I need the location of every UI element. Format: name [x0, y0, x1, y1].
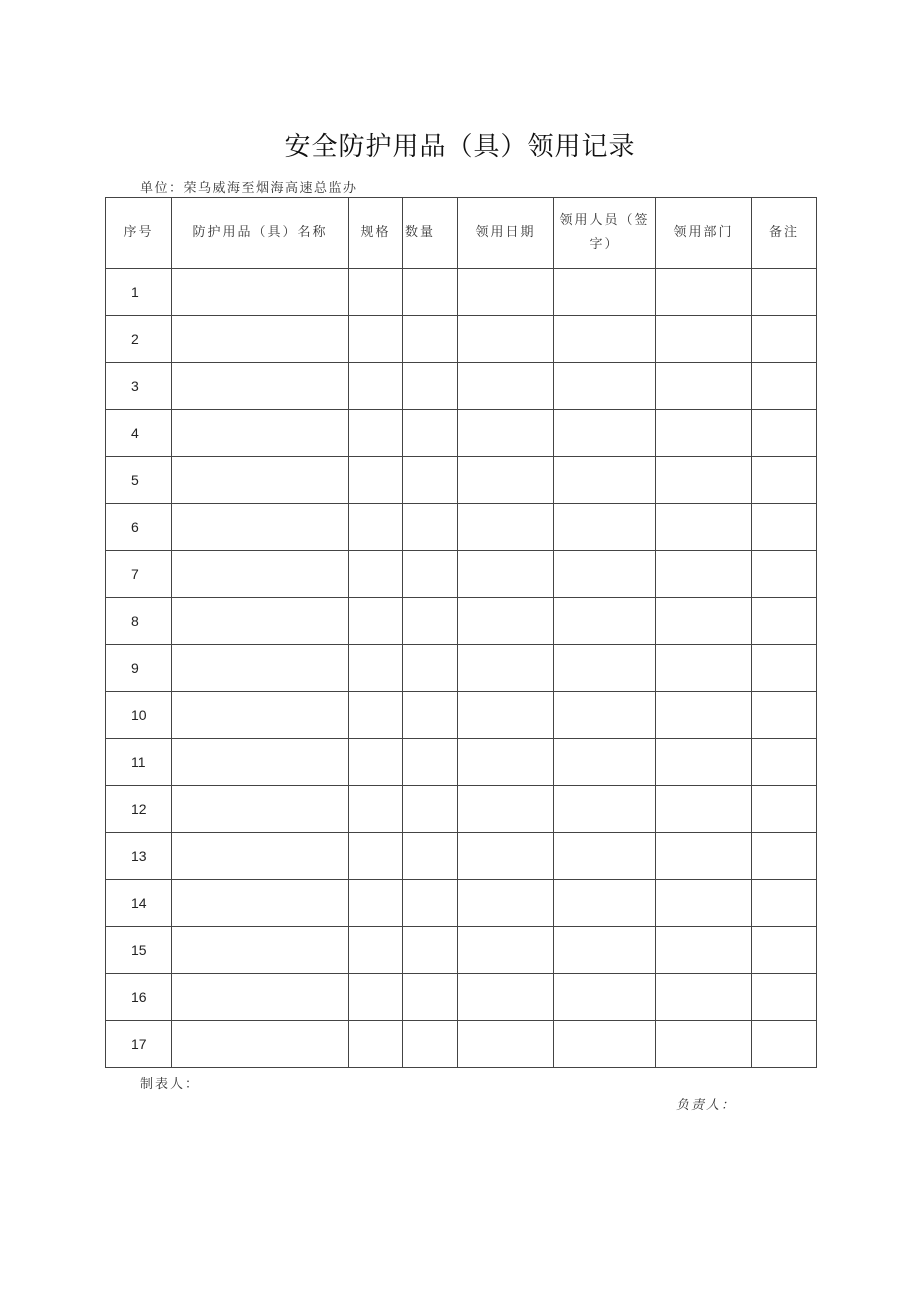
date-cell[interactable] [458, 927, 554, 974]
seq-cell: 6 [106, 504, 172, 551]
dept-cell[interactable] [656, 269, 752, 316]
remark-cell[interactable] [752, 692, 817, 739]
header-spec: 规格 [349, 198, 403, 269]
remark-cell[interactable] [752, 786, 817, 833]
name-cell[interactable] [172, 457, 349, 504]
name-cell[interactable] [172, 833, 349, 880]
seq-cell: 5 [106, 457, 172, 504]
remark-cell[interactable] [752, 1021, 817, 1068]
person-cell[interactable] [554, 739, 656, 786]
table-row [106, 363, 817, 410]
dept-cell[interactable] [656, 974, 752, 1021]
seq-cell: 7 [106, 551, 172, 598]
name-cell[interactable] [172, 1021, 349, 1068]
table-row [106, 974, 817, 1021]
table-row [106, 645, 817, 692]
qty-cell[interactable] [403, 880, 458, 927]
seq-cell: 12 [106, 786, 172, 833]
dept-cell[interactable] [656, 457, 752, 504]
record-table [105, 197, 817, 1068]
person-cell[interactable] [554, 927, 656, 974]
spec-cell[interactable] [349, 786, 403, 833]
spec-cell[interactable] [349, 833, 403, 880]
table-row [106, 833, 817, 880]
header-dept: 领用部门 [656, 198, 752, 269]
date-cell[interactable] [458, 363, 554, 410]
person-cell[interactable] [554, 269, 656, 316]
qty-cell[interactable] [403, 316, 458, 363]
table-row [106, 410, 817, 457]
remark-cell[interactable] [752, 410, 817, 457]
person-cell[interactable] [554, 457, 656, 504]
date-cell[interactable] [458, 833, 554, 880]
qty-cell[interactable] [403, 927, 458, 974]
spec-cell[interactable] [349, 551, 403, 598]
name-cell[interactable] [172, 692, 349, 739]
date-cell[interactable] [458, 974, 554, 1021]
remark-cell[interactable] [752, 927, 817, 974]
spec-cell[interactable] [349, 1021, 403, 1068]
spec-cell[interactable] [349, 410, 403, 457]
table-row [106, 786, 817, 833]
name-cell[interactable] [172, 269, 349, 316]
spec-cell[interactable] [349, 692, 403, 739]
dept-cell[interactable] [656, 880, 752, 927]
qty-cell[interactable] [403, 363, 458, 410]
name-cell[interactable] [172, 410, 349, 457]
seq-cell: 10 [106, 692, 172, 739]
seq-cell: 16 [106, 974, 172, 1021]
name-cell[interactable] [172, 880, 349, 927]
spec-cell[interactable] [349, 974, 403, 1021]
qty-cell[interactable] [403, 786, 458, 833]
remark-cell[interactable] [752, 269, 817, 316]
qty-cell[interactable] [403, 1021, 458, 1068]
name-cell[interactable] [172, 598, 349, 645]
qty-cell[interactable] [403, 692, 458, 739]
seq-cell: 4 [106, 410, 172, 457]
spec-cell[interactable] [349, 645, 403, 692]
dept-cell[interactable] [656, 927, 752, 974]
person-cell[interactable] [554, 786, 656, 833]
dept-cell[interactable] [656, 504, 752, 551]
remark-cell[interactable] [752, 363, 817, 410]
date-cell[interactable] [458, 316, 554, 363]
dept-cell[interactable] [656, 598, 752, 645]
qty-cell[interactable] [403, 598, 458, 645]
seq-cell: 9 [106, 645, 172, 692]
header-date: 领用日期 [458, 198, 554, 269]
name-cell[interactable] [172, 786, 349, 833]
remark-cell[interactable] [752, 316, 817, 363]
qty-cell[interactable] [403, 551, 458, 598]
remark-cell[interactable] [752, 504, 817, 551]
dept-cell[interactable] [656, 551, 752, 598]
person-cell[interactable] [554, 974, 656, 1021]
table-row [106, 927, 817, 974]
table-row [106, 880, 817, 927]
person-cell[interactable] [554, 598, 656, 645]
table-row [106, 1021, 817, 1068]
seq-cell: 13 [106, 833, 172, 880]
dept-cell[interactable] [656, 739, 752, 786]
table-row [106, 269, 817, 316]
header-qty: 数量 [403, 198, 458, 269]
remark-cell[interactable] [752, 645, 817, 692]
person-cell[interactable] [554, 316, 656, 363]
date-cell[interactable] [458, 504, 554, 551]
seq-cell: 1 [106, 269, 172, 316]
person-cell[interactable] [554, 692, 656, 739]
remark-cell[interactable] [752, 739, 817, 786]
spec-cell[interactable] [349, 316, 403, 363]
qty-cell[interactable] [403, 457, 458, 504]
dept-cell[interactable] [656, 363, 752, 410]
spec-cell[interactable] [349, 457, 403, 504]
table-body [106, 269, 817, 1068]
table-row [106, 598, 817, 645]
date-cell[interactable] [458, 551, 554, 598]
name-cell[interactable] [172, 316, 349, 363]
responsible-label: 负责人： [676, 1098, 737, 1113]
remark-cell[interactable] [752, 598, 817, 645]
date-cell[interactable] [458, 645, 554, 692]
person-cell[interactable] [554, 880, 656, 927]
name-cell[interactable] [172, 927, 349, 974]
remark-cell[interactable] [752, 974, 817, 1021]
header-person: 领用人员（签字） [554, 198, 656, 269]
qty-cell[interactable] [403, 504, 458, 551]
remark-cell[interactable] [752, 880, 817, 927]
date-cell[interactable] [458, 457, 554, 504]
spec-cell[interactable] [349, 927, 403, 974]
header-remark: 备注 [752, 198, 817, 269]
person-cell[interactable] [554, 645, 656, 692]
person-cell[interactable] [554, 363, 656, 410]
date-cell[interactable] [458, 692, 554, 739]
table-row [106, 739, 817, 786]
date-cell[interactable] [458, 739, 554, 786]
dept-cell[interactable] [656, 410, 752, 457]
qty-cell[interactable] [403, 410, 458, 457]
seq-cell: 17 [106, 1021, 172, 1068]
person-cell[interactable] [554, 551, 656, 598]
header-seq: 序号 [106, 198, 172, 269]
remark-cell[interactable] [752, 833, 817, 880]
remark-cell[interactable] [752, 457, 817, 504]
date-cell[interactable] [458, 410, 554, 457]
date-cell[interactable] [458, 1021, 554, 1068]
name-cell[interactable] [172, 551, 349, 598]
person-cell[interactable] [554, 410, 656, 457]
spec-cell[interactable] [349, 739, 403, 786]
name-cell[interactable] [172, 504, 349, 551]
table-row [106, 504, 817, 551]
qty-cell[interactable] [403, 974, 458, 1021]
remark-cell[interactable] [752, 551, 817, 598]
name-cell[interactable] [172, 739, 349, 786]
table-row [106, 551, 817, 598]
header-name: 防护用品（具）名称 [172, 198, 349, 269]
dept-cell[interactable] [656, 316, 752, 363]
person-cell[interactable] [554, 833, 656, 880]
header-row [106, 198, 817, 269]
dept-cell[interactable] [656, 692, 752, 739]
dept-cell[interactable] [656, 786, 752, 833]
dept-cell[interactable] [656, 1021, 752, 1068]
spec-cell[interactable] [349, 363, 403, 410]
person-cell[interactable] [554, 504, 656, 551]
name-cell[interactable] [172, 974, 349, 1021]
qty-cell[interactable] [403, 269, 458, 316]
table-row [106, 692, 817, 739]
seq-cell: 8 [106, 598, 172, 645]
date-cell[interactable] [458, 786, 554, 833]
seq-cell: 15 [106, 927, 172, 974]
spec-cell[interactable] [349, 880, 403, 927]
maker-label: 制表人： [140, 1077, 201, 1092]
qty-cell[interactable] [403, 645, 458, 692]
spec-cell[interactable] [349, 504, 403, 551]
seq-cell: 2 [106, 316, 172, 363]
dept-cell[interactable] [656, 645, 752, 692]
name-cell[interactable] [172, 645, 349, 692]
spec-cell[interactable] [349, 269, 403, 316]
date-cell[interactable] [458, 880, 554, 927]
person-cell[interactable] [554, 1021, 656, 1068]
unit-line: 单位：荣乌威海至烟海高速总监办 [140, 181, 358, 196]
spec-cell[interactable] [349, 598, 403, 645]
name-cell[interactable] [172, 363, 349, 410]
date-cell[interactable] [458, 598, 554, 645]
qty-cell[interactable] [403, 833, 458, 880]
page-title: 安全防护用品（具）领用记录 [284, 132, 636, 162]
date-cell[interactable] [458, 269, 554, 316]
seq-cell: 3 [106, 363, 172, 410]
table-row [106, 457, 817, 504]
seq-cell: 11 [106, 739, 172, 786]
qty-cell[interactable] [403, 739, 458, 786]
seq-cell: 14 [106, 880, 172, 927]
table-row [106, 316, 817, 363]
dept-cell[interactable] [656, 833, 752, 880]
